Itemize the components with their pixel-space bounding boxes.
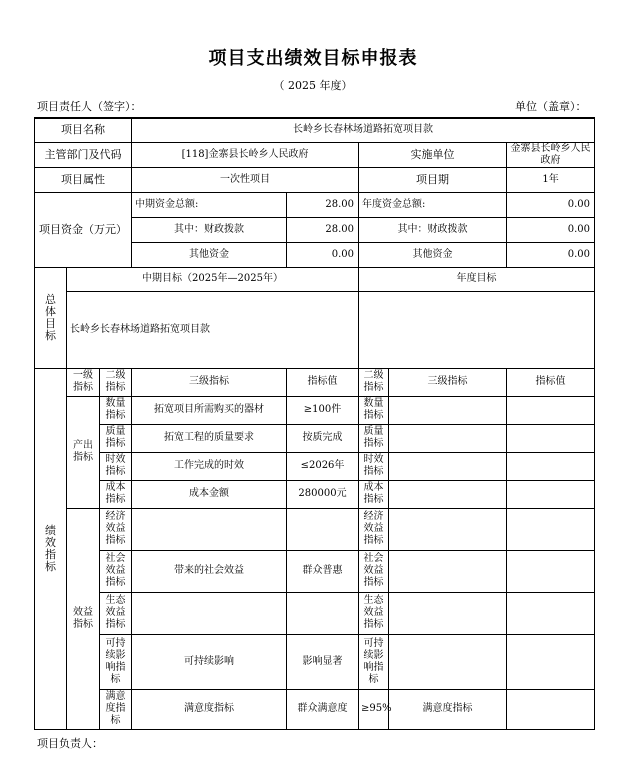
row-right-level3 xyxy=(507,689,595,729)
year-fiscal-label: 其中：财政拨款 xyxy=(359,217,507,242)
header-right-value: 指标值 xyxy=(507,368,595,396)
impl-unit-label: 实施单位 xyxy=(359,142,507,167)
row-right-value xyxy=(507,508,595,550)
output-indicator-label: 产出指标 xyxy=(67,396,100,508)
header-right-level2: 二级指标 xyxy=(359,368,389,396)
header-level3: 三级指标 xyxy=(132,368,287,396)
row-right-level2: 社会效益指标 xyxy=(359,550,389,592)
row-value: 影响显著 xyxy=(287,634,359,689)
table-row xyxy=(35,592,595,634)
table-row xyxy=(35,550,595,592)
row-right-level3 xyxy=(389,424,507,452)
row-level2: 数量指标 xyxy=(100,396,132,424)
table-row xyxy=(35,480,595,508)
row-right-level2: 满意度指标 xyxy=(389,689,507,729)
row-level3: 可持续影响 xyxy=(132,634,287,689)
row-right-value xyxy=(507,592,595,634)
header-value: 指标值 xyxy=(287,368,359,396)
row-right-level3 xyxy=(389,508,507,550)
row-right-value xyxy=(507,396,595,424)
row-value: 群众普惠 xyxy=(287,550,359,592)
table-row xyxy=(35,508,595,550)
row-right-level2: 质量指标 xyxy=(359,424,389,452)
attr-value: 一次性项目 xyxy=(132,167,359,192)
row-value: ≥100件 xyxy=(287,396,359,424)
year-goal-header: 年度目标 xyxy=(359,267,595,291)
mid-total-value: 28.00 xyxy=(287,192,359,217)
mid-other-label: 其他资金 xyxy=(132,242,287,267)
mid-fiscal-value: 28.00 xyxy=(287,217,359,242)
satisfaction-indicator-label: 满意度指标 xyxy=(100,689,132,729)
period-value: 1年 xyxy=(507,167,595,192)
year-fiscal-value: 0.00 xyxy=(507,217,595,242)
performance-indicator-label: 绩 效 指 标 xyxy=(35,368,67,729)
project-name-value: 长岭乡长春林场道路拓宽项目款 xyxy=(132,118,595,142)
table-row xyxy=(35,452,595,480)
year-total-label: 年度资金总额: xyxy=(359,192,507,217)
row-level3: 成本金额 xyxy=(132,480,287,508)
period-label: 项目期 xyxy=(359,167,507,192)
project-name-label: 项目名称 xyxy=(35,118,132,142)
row-value: ≤2026年 xyxy=(287,452,359,480)
mid-total-label: 中期资金总额: xyxy=(132,192,287,217)
row-level2: 可持续影响指标 xyxy=(100,634,132,689)
leader-label: 项目负责人： xyxy=(37,737,103,750)
row-right-level3 xyxy=(389,592,507,634)
row-right-level2: 可持续影响指标 xyxy=(359,634,389,689)
year-other-label: 其他资金 xyxy=(359,242,507,267)
row-right-value xyxy=(507,424,595,452)
unit-stamp-label: 单位（盖章）： xyxy=(515,100,587,113)
page-title: 项目支出绩效目标申报表 xyxy=(208,48,418,69)
row-right-level2: 时效指标 xyxy=(359,452,389,480)
mid-other-value: 0.00 xyxy=(287,242,359,267)
dept-label: 主管部门及代码 xyxy=(35,142,132,167)
row-right-level3 xyxy=(389,480,507,508)
table-row xyxy=(35,689,595,729)
funds-label: 项目资金（万元） xyxy=(35,192,132,267)
row-right-level2: 经济效益指标 xyxy=(359,508,389,550)
benefit-indicator-label: 效益指标 xyxy=(67,508,100,729)
impl-unit-value: 金寨县长岭乡人民政府 xyxy=(507,142,595,167)
overall-goal-label: 总 体 目 标 xyxy=(35,267,67,368)
table-row xyxy=(35,424,595,452)
row-level3: 拓宽项目所需购买的器材 xyxy=(132,396,287,424)
row-right-level3 xyxy=(389,396,507,424)
mid-goal-header: 中期目标（2025年—2025年） xyxy=(67,267,359,291)
row-value xyxy=(287,508,359,550)
row-level2: 时效指标 xyxy=(100,452,132,480)
attr-label: 项目属性 xyxy=(35,167,132,192)
header-level2: 二级指标 xyxy=(100,368,132,396)
row-right-level3 xyxy=(389,452,507,480)
row-level2: 满意度指标 xyxy=(132,689,287,729)
dept-value: [118]金寨县长岭乡人民政府 xyxy=(132,142,359,167)
header-right-level3: 三级指标 xyxy=(389,368,507,396)
row-level2: 社会效益指标 xyxy=(100,550,132,592)
year-other-value: 0.00 xyxy=(507,242,595,267)
row-right-level2: 生态效益指标 xyxy=(359,592,389,634)
row-level3: 工作完成的时效 xyxy=(132,452,287,480)
row-level3 xyxy=(132,592,287,634)
year-total-value: 0.00 xyxy=(507,192,595,217)
performance-target-form xyxy=(34,117,595,730)
row-right-level3 xyxy=(389,634,507,689)
mid-goal-content: 长岭乡长春林场道路拓宽项目款 xyxy=(67,291,359,368)
row-right-level2: 数量指标 xyxy=(359,396,389,424)
row-level3: 拓宽工程的质量要求 xyxy=(132,424,287,452)
row-level3: 带来的社会效益 xyxy=(132,550,287,592)
row-level2: 生态效益指标 xyxy=(100,592,132,634)
row-right-value xyxy=(507,480,595,508)
row-level3: 群众满意度 xyxy=(287,689,359,729)
row-right-value xyxy=(507,550,595,592)
row-value: 按质完成 xyxy=(287,424,359,452)
row-right-value xyxy=(507,634,595,689)
row-level3 xyxy=(132,508,287,550)
row-level2: 质量指标 xyxy=(100,424,132,452)
row-value: ≥95% xyxy=(359,689,389,729)
row-right-level3 xyxy=(389,550,507,592)
owner-signature-label: 项目责任人（签字）： xyxy=(37,100,142,113)
row-value xyxy=(287,592,359,634)
header-level1: 一级指标 xyxy=(67,368,100,396)
table-row xyxy=(35,634,595,689)
year-line: （ 2025 年度） xyxy=(273,79,353,92)
mid-fiscal-label: 其中：财政拨款 xyxy=(132,217,287,242)
row-level2: 成本指标 xyxy=(100,480,132,508)
row-right-value xyxy=(507,452,595,480)
table-row xyxy=(35,396,595,424)
row-value: 280000元 xyxy=(287,480,359,508)
row-right-level2: 成本指标 xyxy=(359,480,389,508)
row-level2: 经济效益指标 xyxy=(100,508,132,550)
year-goal-content xyxy=(359,291,595,368)
